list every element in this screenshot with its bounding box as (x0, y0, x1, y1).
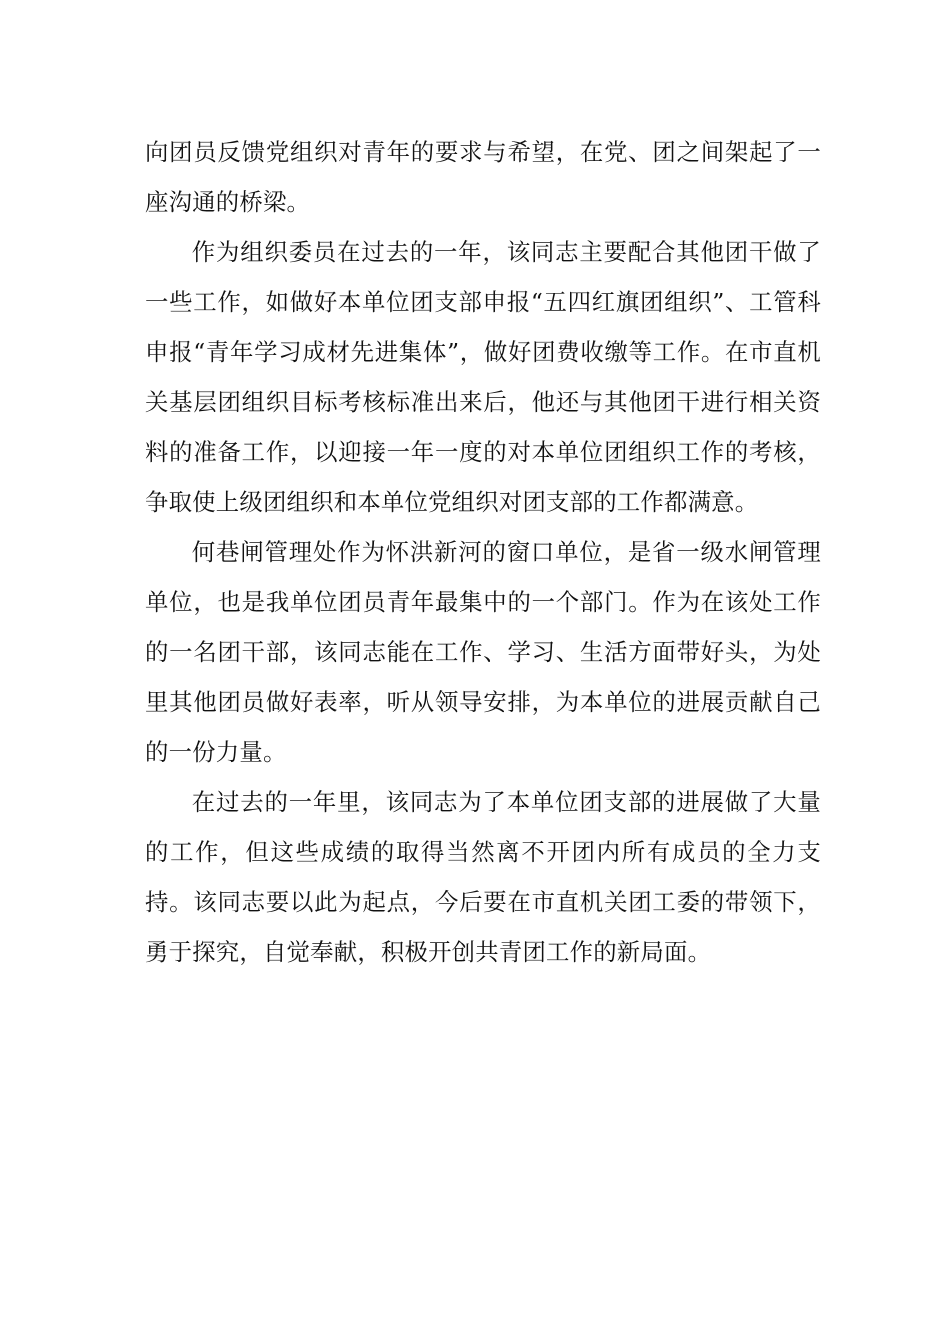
paragraph-3: 何巷闸管理处作为怀洪新河的窗口单位，是省一级水闸管理单位，也是我单位团员青年最集中的一个部门。作为在该处工作的一名团干部，该同志能在工作、学习、生活方面带好头，为处里其他团员做好表率，听从领导安排，为本单位的进展贡献自己的一份力量。 (145, 538, 821, 766)
paragraph-2: 作为组织委员在过去的一年，该同志主要配合其他团干做了一些工作，如做好本单位团支部申报“五四红旗团组织”、工管科申报“青年学习成材先进集体”，做好团费收缴等工作。在市直机关基层团组织目标考核标准出来后，他还与其他团干进行相关资料的准备工作，以迎接一年一度的对本单位团组织工作的考核，争取使上级团组织和本单位党组织对团支部的工作都满意。 (145, 238, 821, 516)
paragraph-4: 在过去的一年里，该同志为了本单位团支部的进展做了大量的工作，但这些成绩的取得当然离不开团内所有成员的全力支持。该同志要以此为起点，今后要在市直机关团工委的带领下，勇于探究，自觉奉献，积极开创共青团工作的新局面。 (145, 788, 821, 966)
paragraph-1: 向团员反馈党组织对青年的要求与希望，在党、团之间架起了一座沟通的桥梁。 (145, 138, 821, 216)
document-body (145, 127, 821, 977)
